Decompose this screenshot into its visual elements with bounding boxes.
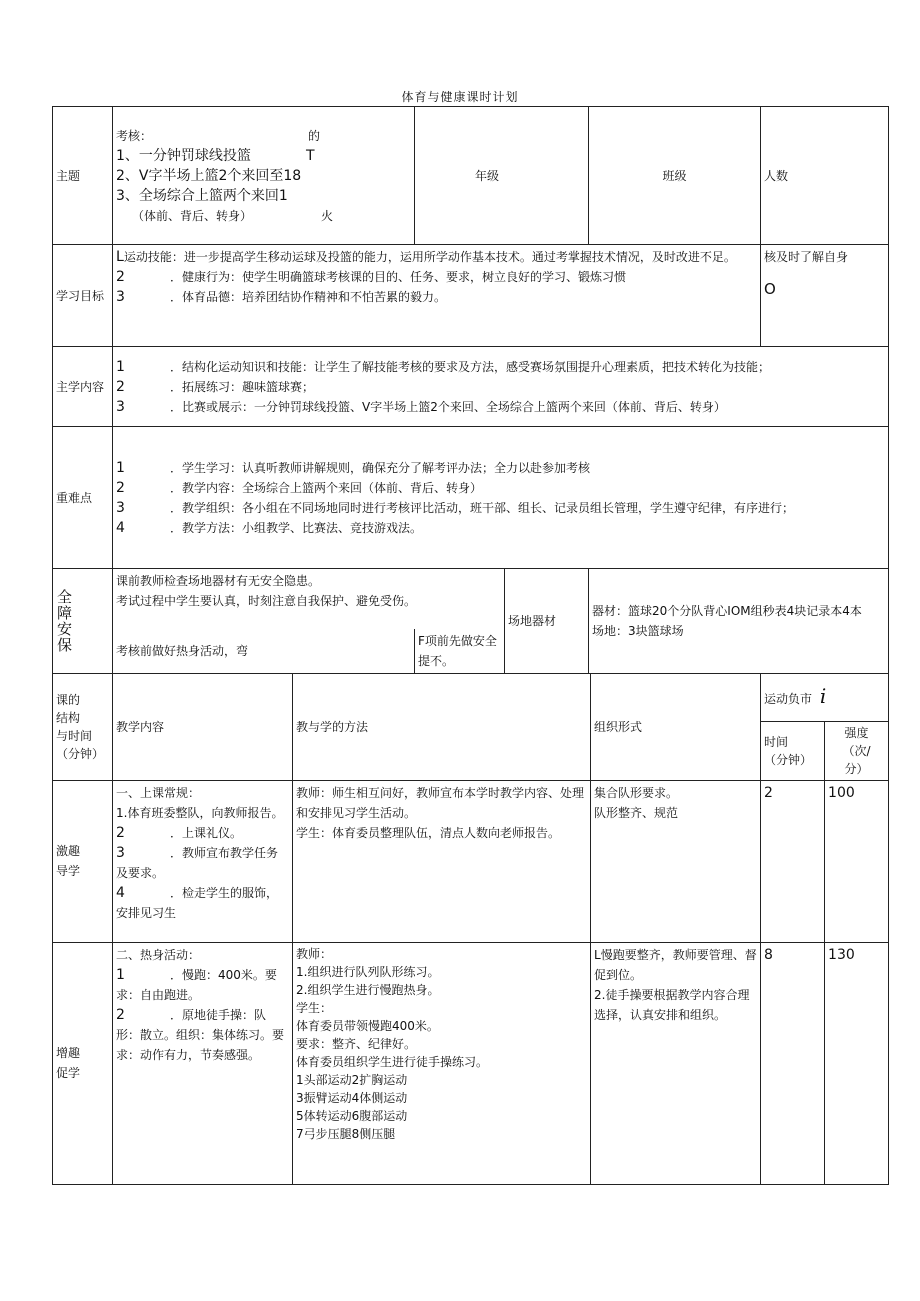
section-content	[113, 780, 293, 942]
safety-bottom-right: F项前先做安全提不。	[415, 629, 505, 674]
keypoint-text: ．教学组织：各小组在不同场地同时进行考核评比活动，班干部、组长、记录员组长管理，学生遵守纪律，有序进行；	[170, 500, 795, 515]
objectives-cell	[113, 245, 761, 347]
safety-char: 安	[57, 619, 73, 638]
section-content-line: ．教师宣布教学任务及要求。	[116, 845, 279, 880]
safety-char: 全	[57, 587, 73, 606]
section-stage-line: 导学	[56, 864, 81, 878]
section-organization	[591, 942, 761, 1184]
objective-text: ．体育品德：培养团结协作精神和不怕苦累的毅力。	[170, 290, 447, 304]
topic-line: 1、一分钟罚球线投篮	[116, 147, 251, 164]
content-label: 主学内容	[53, 347, 113, 427]
section-stage	[53, 780, 113, 942]
content-text: ．拓展练习：趣味篮球赛；	[170, 379, 315, 394]
topic-cell	[113, 107, 415, 245]
safety-label	[53, 569, 113, 674]
count-label: 人数	[761, 107, 889, 245]
objectives-side	[761, 245, 889, 347]
section-row	[53, 942, 889, 1184]
safety-line: 课前教师检查场地器材有无安全隐患。	[116, 574, 321, 588]
safety-bottom-left: 考核前做好热身活动，弯	[113, 629, 415, 674]
safety-char: 障	[57, 603, 73, 622]
intensity-header-line: （次/	[842, 743, 871, 758]
structure-col4: 组织形式	[591, 673, 761, 780]
section-method-line: 2.组织学生进行慢跑热身。	[296, 982, 440, 997]
objectives-label: 学习目标	[53, 245, 113, 347]
item-number: 4	[116, 884, 125, 901]
section-row	[53, 780, 889, 942]
keypoints-cell	[113, 427, 889, 569]
item-number: 1	[116, 358, 125, 375]
topic-line: （体前、背后、转身）	[132, 208, 253, 223]
item-number: 1	[116, 459, 125, 476]
equipment-cell	[589, 569, 889, 674]
section-method	[293, 780, 591, 942]
topic-mark: 火	[321, 208, 334, 223]
section-content-line: 一、上课常规：	[116, 785, 201, 800]
time-header-line: 时间	[764, 734, 789, 749]
topic-mark: 的	[308, 128, 321, 143]
safety-row	[53, 569, 889, 629]
lesson-plan-table	[52, 106, 871, 1185]
section-organization-line: L慢跑要整齐，教师要管理、督促到位。	[594, 947, 757, 982]
safety-line: 考试过程中学生要认真，时刻注意自我保护、避免受伤。	[116, 594, 417, 608]
class-label: 班级	[589, 107, 761, 245]
objective-text: 运动技能：进一步提高学生移动运球及投篮的能力，运用所学动作基本技术。通过考掌握技术情况，及时改进不足。	[123, 250, 736, 264]
safety-notes	[113, 569, 505, 629]
item-number: 1	[116, 966, 125, 983]
grade-label: 年级	[415, 107, 589, 245]
section-content-line: 1.体育班委整队，向教师报告。	[116, 805, 284, 820]
keypoints-label: 重难点	[53, 427, 113, 569]
equipment-text: 器材：篮球20个分队背心IOM组秒表4块记录本4本	[592, 603, 862, 618]
objectives-row	[53, 245, 889, 347]
time-header	[761, 721, 825, 780]
item-number: 3	[116, 499, 125, 516]
structure-col2: 教学内容	[113, 673, 293, 780]
section-organization	[591, 780, 761, 942]
section-content-line: 安排见习生	[116, 905, 177, 920]
item-number: 2	[116, 479, 125, 496]
structure-col1-line: 与时间	[56, 728, 93, 743]
section-stage	[53, 942, 113, 1184]
time-header-line: （分钟）	[764, 752, 813, 767]
intensity-header	[825, 721, 889, 780]
section-method-line: 体育委员带领慢跑400米。	[296, 1018, 439, 1033]
keypoints-row	[53, 427, 889, 569]
section-stage-line: 增趣	[56, 1046, 81, 1060]
structure-col3: 教与学的方法	[293, 673, 591, 780]
venue-text: 场地：3块篮球场	[592, 623, 684, 638]
topic-label: 主题	[53, 107, 113, 245]
section-content	[113, 942, 293, 1184]
section-method-line: 3振臂运动4体侧运动	[296, 1090, 408, 1105]
item-number: 2	[116, 269, 125, 285]
load-label: 运动负市	[764, 691, 813, 706]
item-number: 3	[116, 398, 125, 415]
intensity-header-line: 强度	[844, 725, 869, 740]
load-mark: i	[819, 683, 827, 708]
section-content-line: ．上课礼仪。	[170, 825, 243, 840]
content-cell	[113, 347, 889, 427]
safety-char: 保	[57, 635, 73, 654]
section-method-line: 教师：师生相互问好，教师宣布本学时教学内容、处理和安排见习学生活动。	[296, 785, 585, 820]
topic-line: 2、V字半场上篮2个来回至18	[116, 167, 302, 184]
intensity-header-line: 分）	[844, 761, 869, 776]
topic-line: 3、全场综合上篮两个来回1	[116, 187, 288, 204]
section-method-line: 1.组织进行队列队形练习。	[296, 964, 440, 979]
objectives-side-line: 核及时了解自身	[764, 250, 849, 264]
section-stage-line: 激趣	[56, 844, 81, 858]
section-method-line: 要求：整齐、纪律好。	[296, 1036, 417, 1051]
item-number: 3	[116, 289, 125, 305]
objectives-side-line: O	[764, 280, 776, 298]
structure-header-row	[53, 673, 889, 721]
objective-text: ．健康行为：使学生明确篮球考核课的目的、任务、要求，树立良好的学习、锻炼习惯	[170, 270, 627, 284]
section-stage-line: 促学	[56, 1066, 81, 1080]
structure-col1	[53, 673, 113, 780]
keypoint-text: ．教学内容：全场综合上篮两个来回（体前、背后、转身）	[170, 480, 483, 495]
structure-col1-line: 课的	[56, 692, 81, 707]
item-number: L	[116, 249, 124, 265]
section-organization-line: 队形整齐、规范	[594, 805, 679, 820]
item-number: 3	[116, 844, 125, 861]
structure-col1-line: （分钟）	[56, 746, 105, 761]
venue-label: 场地器材	[505, 569, 589, 674]
section-time: 8	[761, 942, 825, 1184]
section-method	[293, 942, 591, 1184]
content-text: ．结构化运动知识和技能：让学生了解技能考核的要求及方法，感受赛场氛围提升心理素质，把技术转化为技能；	[170, 359, 771, 374]
section-time: 2	[761, 780, 825, 942]
section-intensity: 100	[825, 780, 889, 942]
section-content-line: ．慢跑：400米。要求：自由跑进。	[116, 967, 277, 1002]
item-number: 2	[116, 1006, 125, 1023]
section-method-line: 5体转运动6腹部运动	[296, 1108, 408, 1123]
section-method-line: 学生：体育委员整理队伍，清点人数向老师报告。	[296, 825, 561, 840]
keypoint-text: ．学生学习：认真听教师讲解规则，确保充分了解考评办法；全力以赴参加考核	[170, 460, 591, 475]
item-number: 2	[116, 824, 125, 841]
content-text: ．比赛或展示：一分钟罚球线投篮、V字半场上篮2个来回、全场综合上篮两个来回（体前、背后、转身）	[170, 399, 726, 414]
section-content-line: 二、热身活动：	[116, 947, 201, 962]
section-intensity: 130	[825, 942, 889, 1184]
structure-col1-line: 结构	[56, 710, 81, 725]
page-title: 体育与健康课时计划	[401, 90, 519, 104]
section-method-line: 7弓步压腿8侧压腿	[296, 1126, 396, 1141]
section-content-line: ．原地徒手操：队形：散立。组织：集体练习。要求：动作有力，节奏感强。	[116, 1007, 285, 1062]
content-row	[53, 347, 889, 427]
section-method-line: 1头部运动2扩胸运动	[296, 1072, 408, 1087]
item-number: 2	[116, 378, 125, 395]
topic-mark: T	[306, 147, 315, 164]
section-content-line: ．检走学生的服饰，	[170, 885, 279, 900]
load-header	[761, 673, 889, 721]
section-method-line: 学生：	[296, 1000, 333, 1015]
section-method-line: 体育委员组织学生进行徒手操练习。	[296, 1054, 489, 1069]
keypoint-text: ．教学方法：小组教学、比赛法、竞技游戏法。	[170, 520, 423, 535]
topic-line: 考核：	[116, 128, 153, 143]
section-method-line: 教师：	[296, 946, 333, 961]
topic-row	[53, 107, 889, 245]
section-organization-line: 集合队形要求。	[594, 785, 679, 800]
section-organization-line: 2.徒手操要根据教学内容合理选择，认真安排和组织。	[594, 987, 750, 1022]
item-number: 4	[116, 519, 125, 536]
